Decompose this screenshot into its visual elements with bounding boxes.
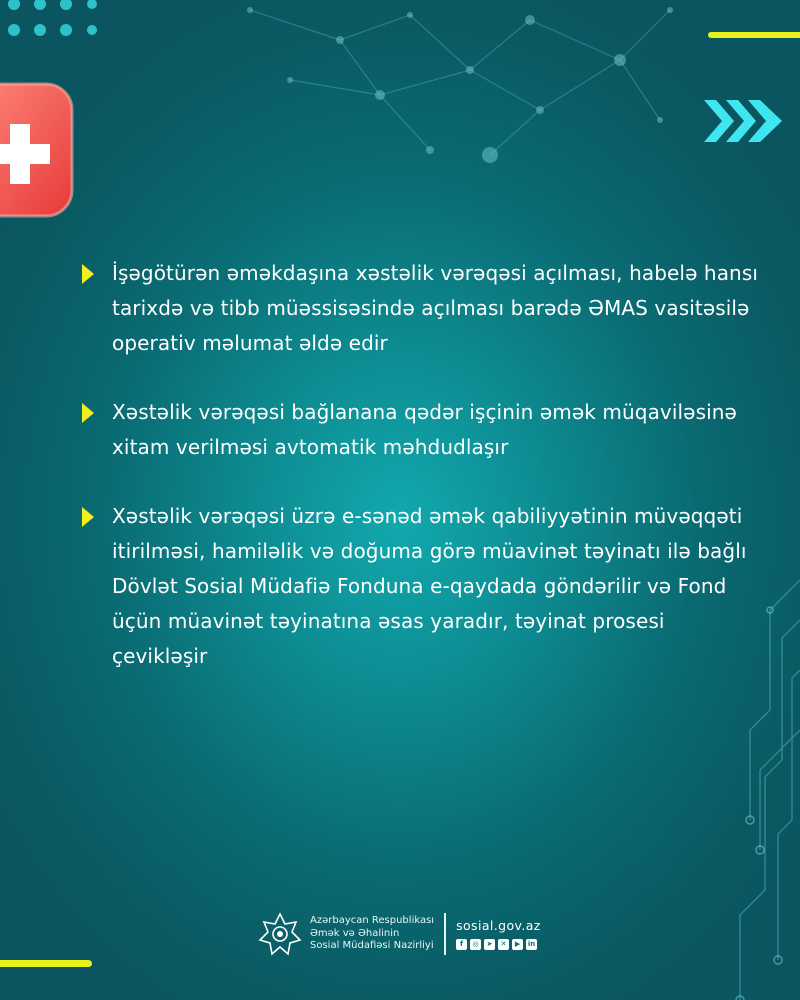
footer-divider xyxy=(444,913,446,955)
ministry-name xyxy=(310,915,434,953)
linkedin-icon[interactable]: in xyxy=(527,940,536,948)
bottom-accent-line xyxy=(0,960,92,967)
ministry-line: Əmək və Əhalinin xyxy=(310,927,400,939)
ministry-line: Azərbaycan Respublikası xyxy=(310,915,435,927)
social-icons xyxy=(456,939,541,950)
chevron-arrows-icon xyxy=(704,98,784,144)
ministry-line: Sosial Müdafiəsi Nazirliyi xyxy=(310,940,434,952)
dot-grid-decoration xyxy=(0,0,110,45)
bullet-item xyxy=(80,395,760,465)
footer xyxy=(258,910,541,958)
bullet-text: Xəstəlik vərəqəsi üzrə e-sənəd əmək qabiliyyətinin müvəqqəti itirilməsi, hamiləlik və doğuma görə müavinət təyinatı ilə bağlı Dövlət Sosial Müdafiə Fonduna e-qaydada göndərilir və Fond üçün müavinət təyinatına əsas yaradır, təyinat prosesi çevikləşir xyxy=(112,504,747,668)
facebook-icon[interactable]: f xyxy=(456,939,467,950)
bullet-item xyxy=(80,499,760,674)
bullet-arrow-icon xyxy=(82,264,94,284)
bullet-list xyxy=(80,256,760,708)
bullet-item xyxy=(80,256,760,361)
network-decoration xyxy=(230,0,700,170)
telegram-icon[interactable]: ➤ xyxy=(484,939,495,950)
bullet-arrow-icon xyxy=(82,403,94,423)
bullet-arrow-icon xyxy=(82,507,94,527)
bullet-text: İşəgötürən əməkdaşına xəstəlik vərəqəsi açılması, habelə hansı tarixdə və tibb müəssisəsində açılması barədə ƏMAS vasitəsilə operativ məlumat əldə edir xyxy=(112,261,759,355)
instagram-icon[interactable]: ◎ xyxy=(470,939,481,950)
medical-cross-icon xyxy=(0,82,80,222)
ministry-logo-icon xyxy=(258,912,302,956)
bullet-text: Xəstəlik vərəqəsi bağlanana qədər işçinin əmək müqaviləsinə xitam verilməsi avtomatik məhdudlaşır xyxy=(112,400,737,459)
website-link[interactable]: sosial.gov.az xyxy=(456,918,541,933)
youtube-icon[interactable]: ▶ xyxy=(512,939,523,950)
x-icon[interactable]: ✕ xyxy=(498,939,509,950)
top-accent-line xyxy=(708,32,800,38)
